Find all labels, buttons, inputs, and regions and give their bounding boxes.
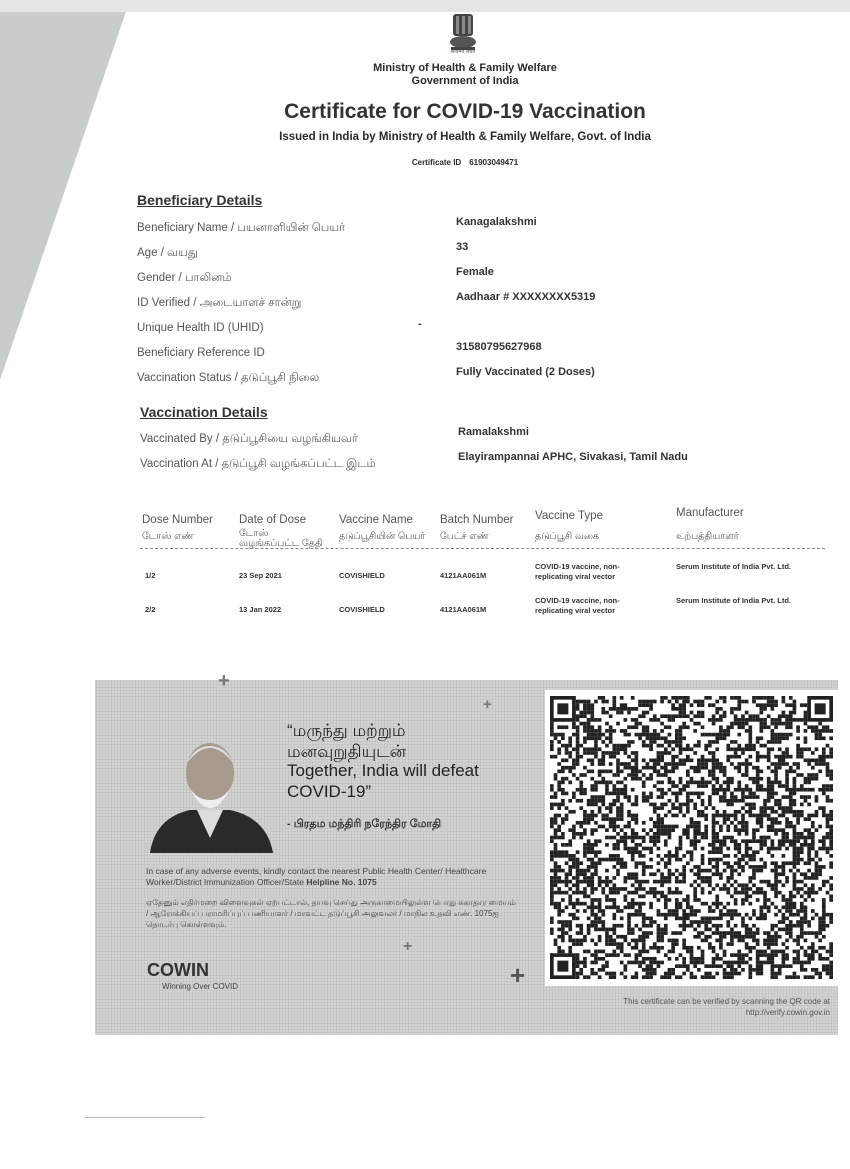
- vaccination-label: Vaccinated By / தடுப்பூசியை வழங்கியவர்: [140, 433, 358, 445]
- beneficiary-value: Aadhaar # XXXXXXXX5319: [456, 291, 596, 303]
- beneficiary-value: Fully Vaccinated (2 Doses): [456, 366, 595, 378]
- ministry-name: [0, 62, 850, 88]
- table-cell: Serum Institute of India Pvt. Ltd.: [676, 562, 792, 571]
- scan-shadow: [0, 0, 130, 380]
- table-cell: 13 Jan 2022: [239, 605, 282, 614]
- adverse-text: In case of any adverse events, kindly contact the nearest Public Health Center/ Healthcare Worker/District Immunization Officer/State: [146, 866, 487, 887]
- table-header: Manufacturer: [676, 507, 744, 519]
- qr-code: [550, 696, 833, 979]
- verify-url: http://verify.cowin.gov.in: [745, 1008, 830, 1017]
- plus-icon: +: [510, 960, 526, 990]
- issued-by: Issued in India by Ministry of Health & Family Welfare, Govt. of India: [279, 131, 651, 143]
- quote-tamil: “மருந்து மற்றும் மனவுறுதியுடன்: [287, 721, 407, 761]
- table-header: Vaccine Name: [339, 514, 413, 526]
- beneficiary-value: 33: [456, 241, 469, 253]
- plus-icon: +: [483, 696, 492, 713]
- beneficiary-label: ID Verified / அடையாளச் சான்று: [137, 297, 302, 309]
- beneficiary-label: Gender / பாலினம்: [137, 272, 232, 284]
- verify-text: This certificate can be verified by scanning the QR code at: [623, 997, 830, 1006]
- beneficiary-heading: Beneficiary Details: [137, 192, 263, 208]
- vaccination-value: Ramalakshmi: [458, 426, 529, 438]
- qr-code-container: [545, 690, 838, 986]
- plus-icon: +: [403, 938, 413, 955]
- table-header-tamil: டோஸ் வழங்கப்பட்ட தேதி: [239, 528, 323, 549]
- table-header-tamil: தடுப்பூசியின் பெயர்: [339, 531, 426, 542]
- cowin-logo: COWIN: [147, 960, 209, 980]
- table-header-tamil: உற்பத்தியாளர்: [676, 531, 739, 542]
- beneficiary-value: Kanagalakshmi: [456, 216, 537, 228]
- table-cell: 4121AA061M: [440, 571, 487, 580]
- beneficiary-label: Vaccination Status / தடுப்பூசி நிலை: [137, 372, 320, 384]
- vaccination-label: Vaccination At / தடுப்பூசி வழங்கப்பட்ட இடம்: [140, 458, 376, 470]
- adverse-events-ta: ஏதேனும் எதிர்மறை விளைவுகள் ஏற்பட்டால், தயவு செய்து அருகாமையிலுள்ள பொது சுகாதார மையம் / ஆரோக்கியப் பராமரிப்புப் பணியாளர் / மாவட்ட தடுப்பூசி அலுவலர் / மாநில உதவி எண். 1075ஐ தொடர்பு கொள்ளவும்.: [146, 898, 516, 929]
- table-header-tamil: டோஸ் எண்: [142, 531, 194, 542]
- government-line: Government of India: [411, 75, 519, 87]
- certificate-id-label: Certificate ID: [411, 158, 462, 167]
- table-header: Vaccine Type: [535, 510, 603, 522]
- table-cell: 1/2: [145, 571, 156, 580]
- table-cell: COVISHIELD: [339, 605, 385, 614]
- table-cell: 2/2: [145, 605, 156, 614]
- table-header: Dose Number: [142, 514, 213, 526]
- table-divider: [140, 548, 825, 549]
- vaccination-value: Elayirampannai APHC, Sivakasi, Tamil Nadu: [458, 451, 688, 463]
- beneficiary-value: -: [418, 318, 422, 330]
- certificate-id: [0, 158, 850, 167]
- emblem-motto: सत्यमेव जयते: [450, 49, 476, 55]
- beneficiary-label: Unique Health ID (UHID): [137, 322, 264, 334]
- cowin-tagline: Winning Over COVID: [162, 982, 239, 991]
- beneficiary-label: Beneficiary Reference ID: [137, 347, 265, 359]
- table-cell: 23 Sep 2021: [239, 571, 282, 580]
- table-cell: COVID-19 vaccine, non-replicating viral vector: [535, 596, 620, 615]
- table-cell: COVID-19 vaccine, non-replicating viral vector: [535, 562, 620, 581]
- quote-english: Together, India will defeat COVID-19”: [287, 761, 479, 801]
- beneficiary-value: 31580795627968: [456, 341, 542, 353]
- table-cell: COVISHIELD: [339, 571, 385, 580]
- table-header-tamil: பேட்ச் எண்: [440, 531, 489, 542]
- scan-edge: [0, 0, 850, 12]
- table-header: Date of Dose: [239, 514, 307, 526]
- beneficiary-value: Female: [456, 266, 494, 278]
- scan-line: [85, 1117, 205, 1118]
- table-header: Batch Number: [440, 514, 514, 526]
- page-title: Certificate for COVID-19 Vaccination: [284, 100, 646, 123]
- beneficiary-label: Age / வயது: [137, 247, 198, 259]
- table-cell: 4121AA061M: [440, 605, 487, 614]
- quote-attribution: - பிரதம மந்திரி நரேந்திர மோதி: [287, 818, 442, 830]
- table-header-tamil: தடுப்பூசி வகை: [535, 531, 600, 542]
- helpline-number: Helpline No. 1075: [306, 877, 377, 887]
- adverse-events-en: [146, 866, 516, 888]
- plus-icon: +: [218, 670, 230, 692]
- certificate-id-value: 61903049471: [469, 158, 519, 167]
- verify-note: [560, 996, 830, 1018]
- table-cell: Serum Institute of India Pvt. Ltd.: [676, 596, 792, 605]
- beneficiary-label: Beneficiary Name / பயனாளியின் பெயர்: [137, 222, 346, 234]
- vaccination-heading: Vaccination Details: [140, 404, 268, 420]
- portrait-image: [145, 728, 275, 853]
- ministry-line: Ministry of Health & Family Welfare: [373, 62, 557, 74]
